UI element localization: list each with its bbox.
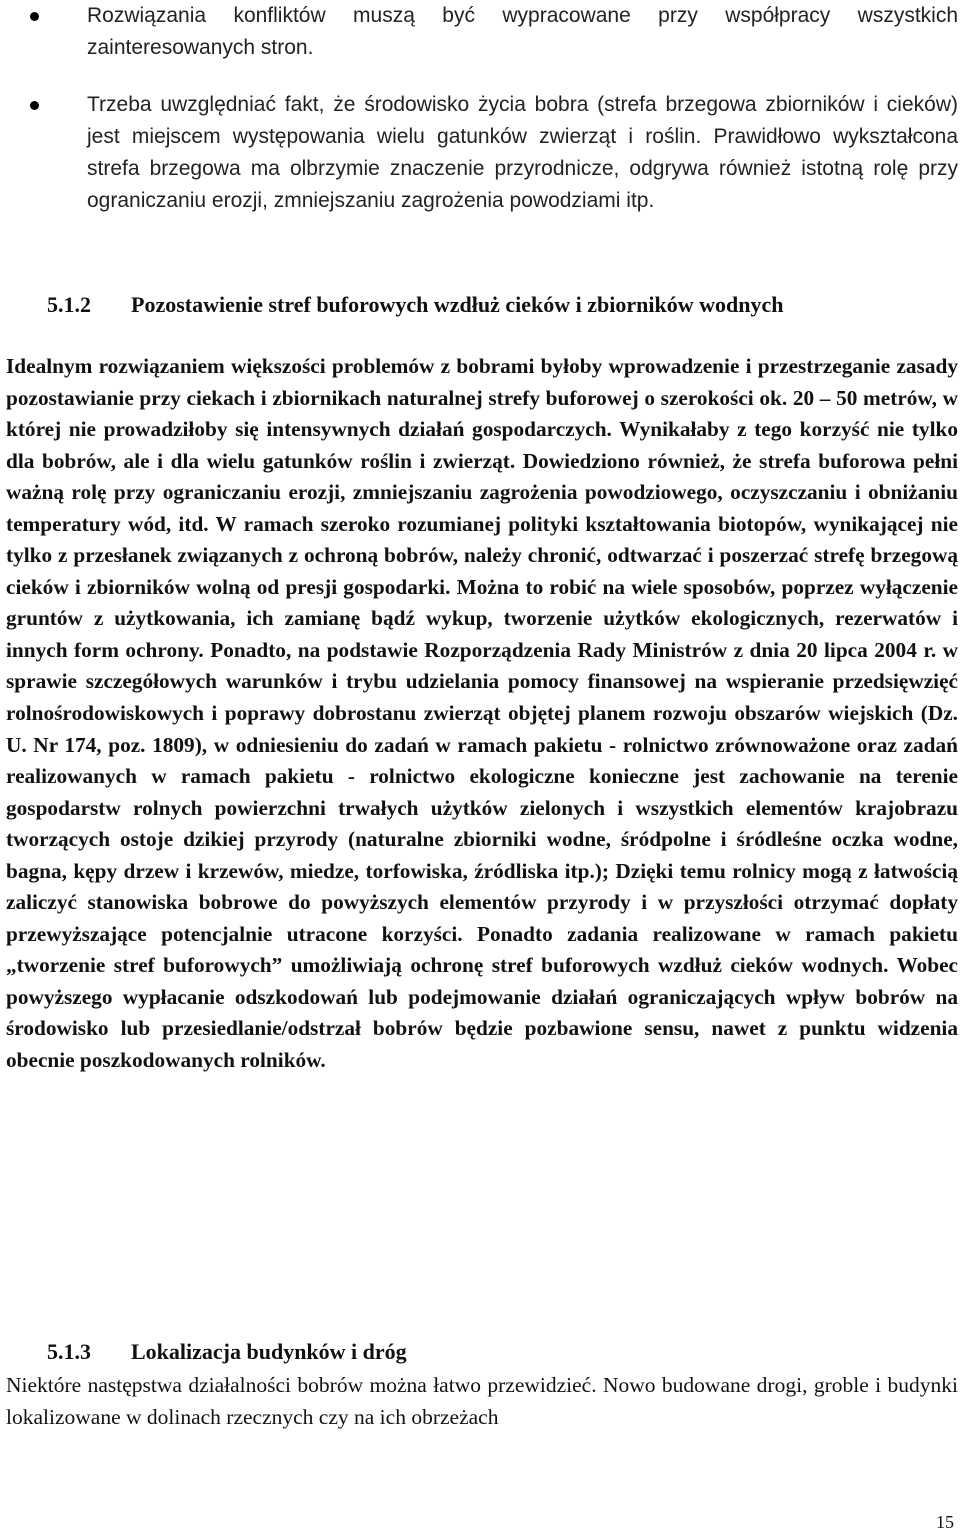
bullet-list [30,0,958,217]
section-body-5-1-2: Idealnym rozwiązaniem większości problemów z bobrami byłoby wprowadzenie i przestrzeganie zasady pozostawianie przy ciekach i zbiornikach naturalnej strefy buforowej o szerokości ok. 20 – 50 metrów, w której nie prowadziłoby się intensywnych działań gospodarczych. Wynikałaby z tego korzyść nie tylko dla bobrów, ale i dla wielu gatunków roślin i zwierząt. Dowiedziono również, że strefa buforowa pełni ważną rolę przy ograniczaniu erozji, zmniejszaniu zagrożenia powodziowego, oczyszczaniu i obniżaniu temperatury wód, itd. W ramach szeroko rozumianej polityki kształtowania biotopów, wynikającej nie tylko z przesłanek związanych z ochroną bobrów, należy chronić, odtwarzać i poszerzać strefę brzegową cieków i zbiorników wolną od presji gospodarki. Można to robić na wiele sposobów, poprzez wyłączenie gruntów z użytkowania, ich zamianę bądź wykup, tworzenie użytków ekologicznych, rezerwatów i innych form ochrony. Ponadto, na podstawie Rozporządzenia Rady Ministrów z dnia 20 lipca 2004 r. w sprawie szczegółowych warunków i trybu udzielania pomocy finansowej na wspieranie przedsięwzięć rolnośrodowiskowych i poprawy dobrostanu zwierząt objętej planem rozwoju obszarów wiejskich (Dz. U. Nr 174, poz. 1809), w odniesieniu do zadań w ramach pakietu - rolnictwo zrównoważone oraz zadań realizowanych w ramach pakietu - rolnictwo ekologiczne konieczne jest zachowanie na terenie gospodarstw rolnych powierzchni trwałych użytków zielonych i wszystkich elementów krajobrazu tworzących ostoje dzikiej przyrody (naturalne zbiorniki wodne, śródpolne i śródleśne oczka wodne, bagna, kępy drzew i krzewów, miedze, torfowiska, źródliska itp.); Dzięki temu rolnicy mogą z łatwością zaliczyć stanowiska bobrowe do powyższych elementów przyrody i w przyszłości otrzymać dopłaty przewyższające potencjalnie utracone korzyści. Ponadto zadania realizowane w ramach pakietu „tworzenie stref buforowych” umożliwiają ochronę stref buforowych wzdłuż cieków wodnych. Wobec powyższego wypłacanie odszkodowań lub podejmowanie działań ograniczających wpływ bobrów na środowisko lub przesiedlanie/odstrzał bobrów będzie pozbawione sensu, nawet z punktu widzenia obecnie poszkodowanych rolników. [6,354,958,1073]
page-number: 15 [936,1512,954,1532]
section-title: Pozostawienie stref buforowych wzdłuż cieków i zbiorników wodnych [131,292,784,317]
bullet-item [30,89,958,217]
bullet-dot-icon [30,12,39,21]
section-number: 5.1.3 [47,1339,91,1364]
section-number: 5.1.2 [47,292,91,317]
bullet-text: Rozwiązania konfliktów muszą być wypracowane przy współpracy wszystkich zainteresowanych stron. [87,4,958,59]
section-heading-5-1-3 [47,1336,407,1368]
section-heading-5-1-2 [47,289,783,321]
bullet-dot-icon [30,101,39,110]
bullet-text: Trzeba uwzględniać fakt, że środowisko życia bobra (strefa brzegowa zbiorników i cieków) jest miejscem występowania wielu gatunków zwierząt i roślin. Prawidłowo wykształcona strefa brzegowa ma olbrzymie znaczenie przyrodnicze, odgrywa również istotną rolę przy ograniczaniu erozji, zmniejszaniu zagrożenia powodziami itp. [87,93,958,212]
section-body-5-1-3: Niektóre następstwa działalności bobrów można łatwo przewidzieć. Nowo budowane drogi, groble i budynki lokalizowane w dolinach rzecznych czy na ich obrzeżach [6,1373,958,1429]
section-title: Lokalizacja budynków i dróg [131,1339,407,1364]
bullet-item [30,0,958,64]
